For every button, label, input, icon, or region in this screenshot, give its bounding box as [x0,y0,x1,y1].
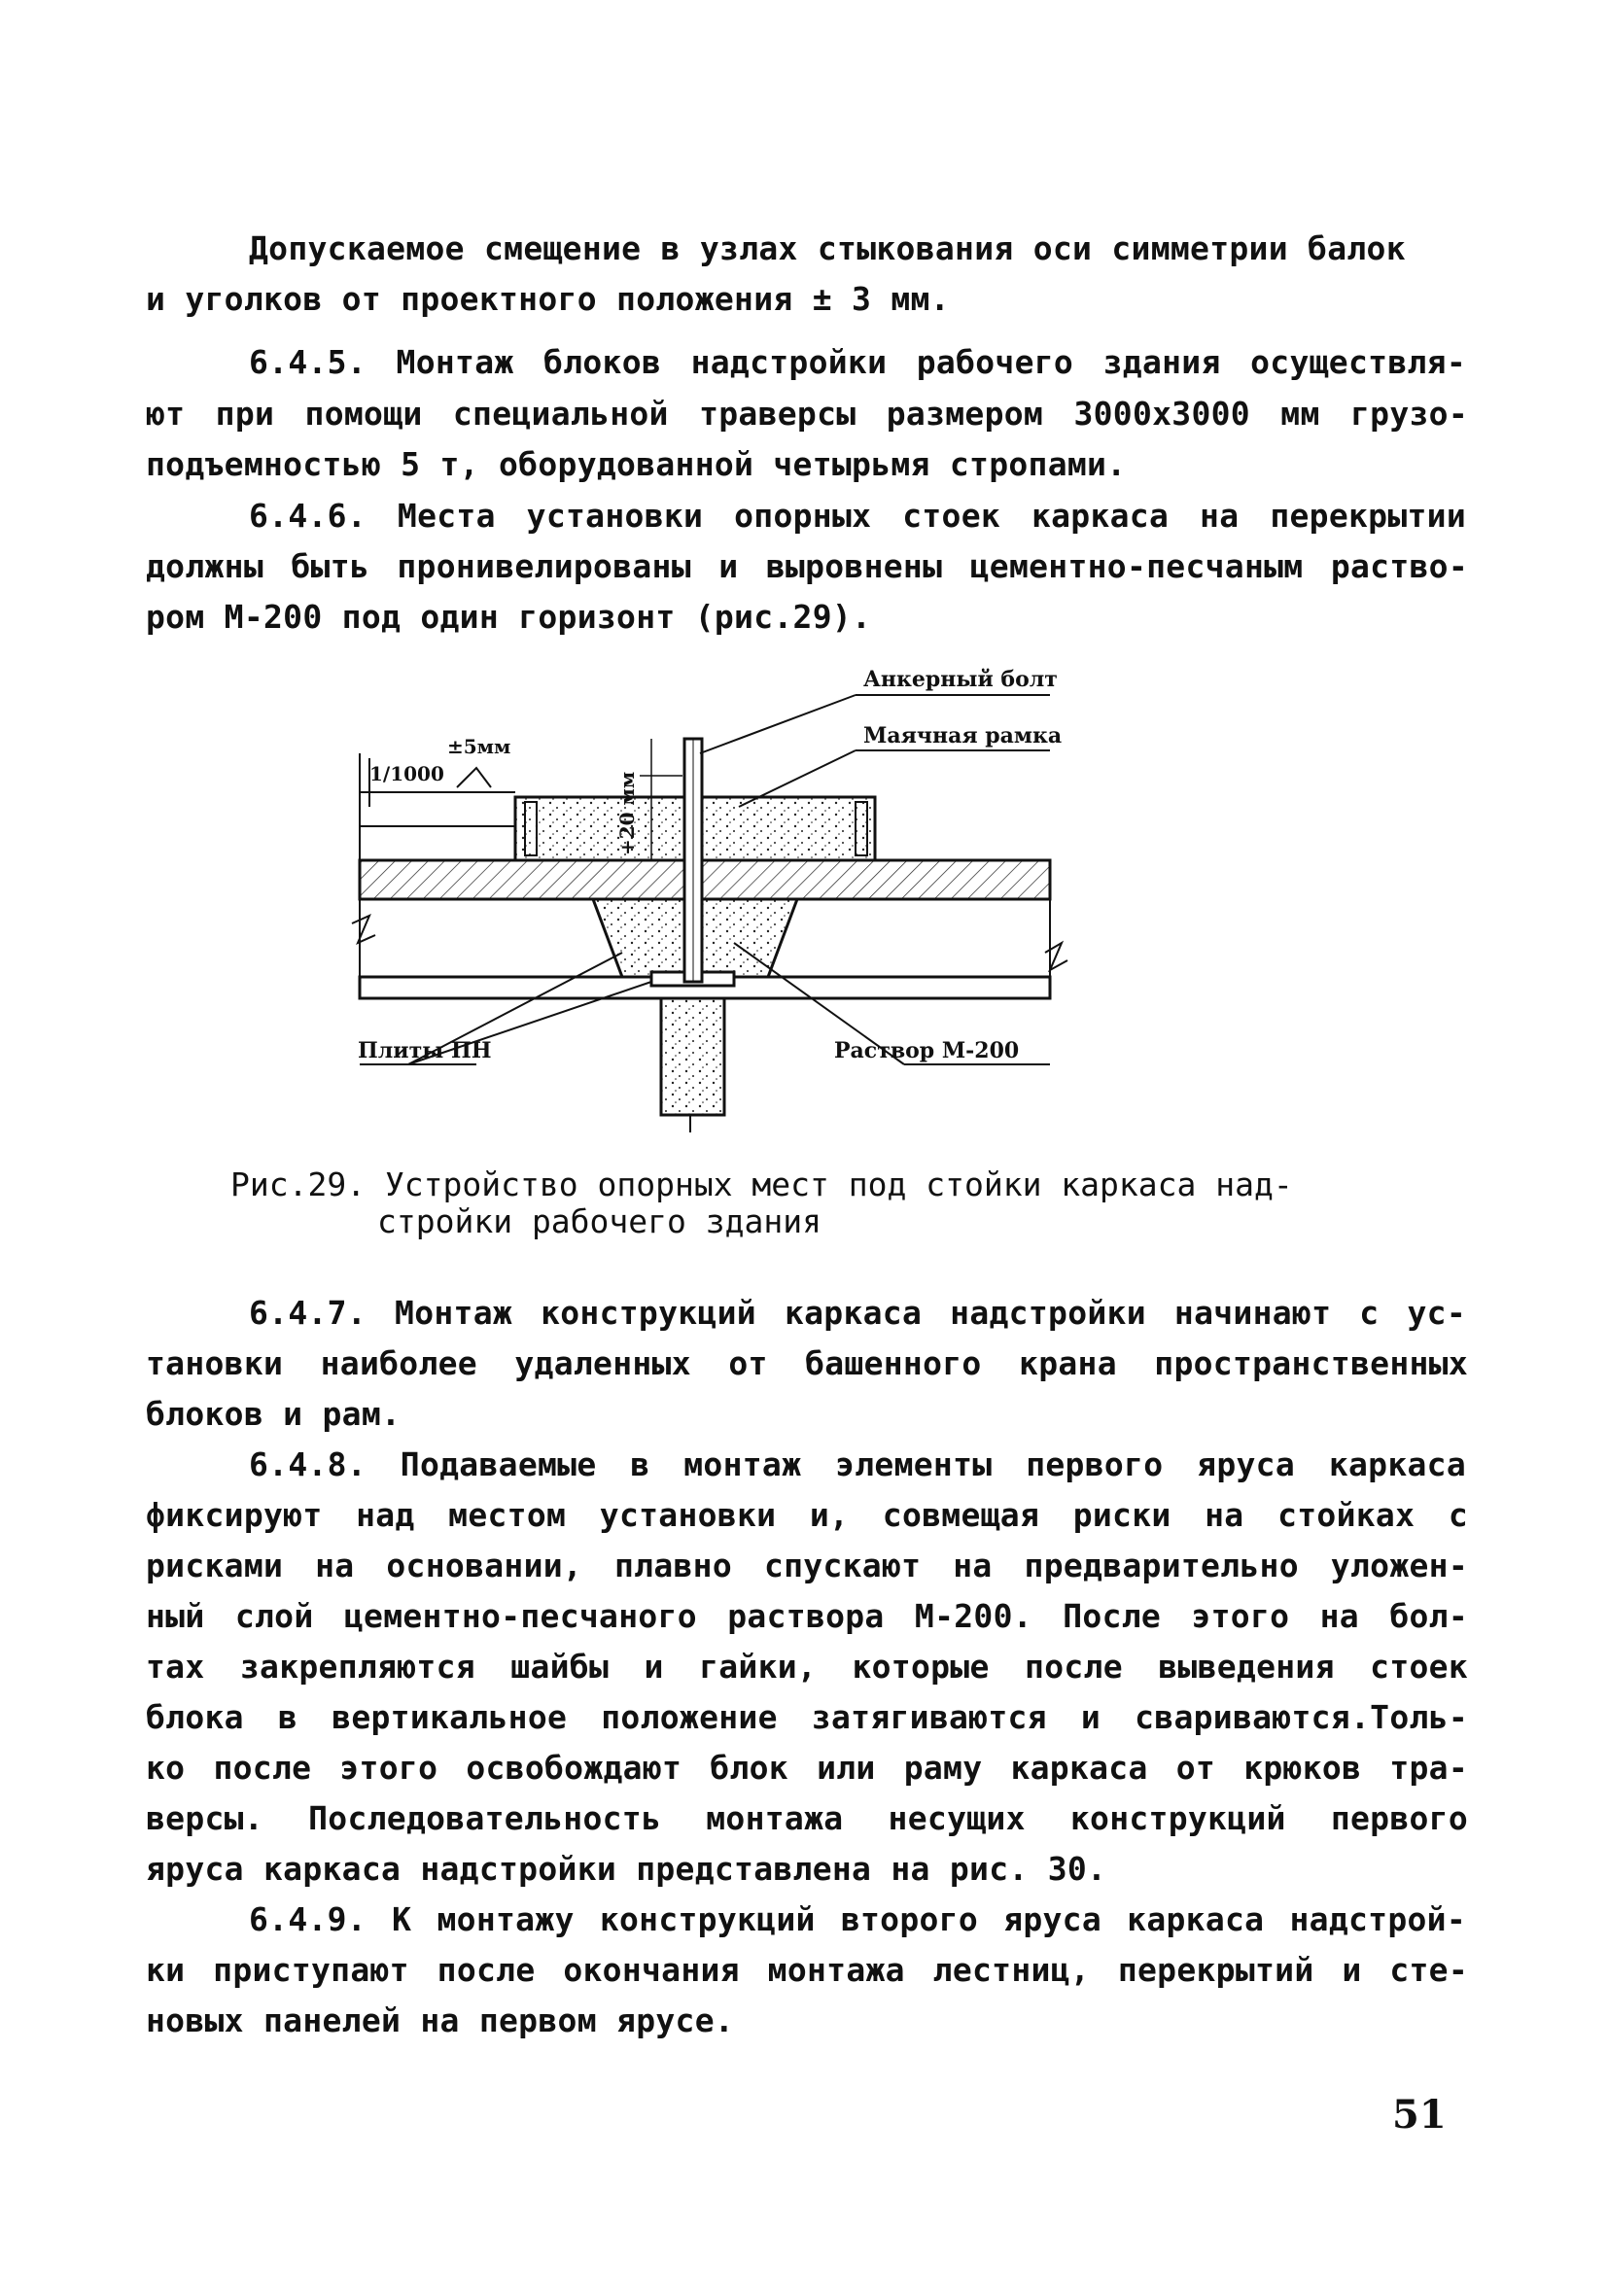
column [661,998,724,1115]
figure-caption: Рис.29. Устройство опорных мест под стойки каркаса над- [230,1165,1293,1203]
page-number: 51 [1392,2092,1447,2138]
text-line: Допускаемое смещение в узлах стыкования оси симметрии балок [249,229,1406,267]
text-line: 6.4.9. К монтажу конструкций второго яруса каркаса надстрой- [249,1900,1466,1938]
label-slope: 1/1000 [369,762,444,785]
label-slabs: Плиты ПН [358,1038,492,1063]
text-line: тах закрепляются шайбы и гайки, которые после выведения стоек [146,1648,1468,1686]
support-detail-drawing [331,661,1099,1137]
text-line: 6.4.5. Монтаж блоков надстройки рабочего здания осуществля- [249,343,1466,381]
text-line: ный слой цементно-песчаного раствора М-200. После этого на бол- [146,1597,1468,1635]
label-height: +20 мм [615,771,639,855]
text-line: ки приступают после окончания монтажа лестниц, перекрытий и сте- [146,1951,1468,1989]
text-line: ко после этого освобождают блок или раму каркаса от крюков тра- [146,1749,1468,1787]
slab-top-layer [360,860,1050,899]
text-line: рисками на основании, плавно спускают на предварительно уложен- [146,1547,1468,1584]
text-line: 6.4.7. Монтаж конструкций каркаса надстройки начинают с ус- [249,1294,1466,1332]
text-line: 6.4.8. Подаваемые в монтаж элементы первого яруса каркаса [249,1445,1466,1483]
text-line: версы. Последовательность монтажа несущих конструкций первого [146,1799,1468,1837]
text-line: должны быть пронивелированы и выровнены цементно-песчаным раство- [146,547,1468,585]
text-line: блока в вертикальное положение затягиваются и свариваются.Толь- [146,1698,1468,1736]
text-line: 6.4.6. Места установки опорных стоек каркаса на перекрытии [249,497,1466,535]
label-tolerance: ±5мм [447,735,511,758]
text-line: ром М-200 под один горизонт (рис.29). [146,598,872,636]
text-line: яруса каркаса надстройки представлена на рис. 30. [146,1850,1107,1888]
text-line: тановки наиболее удаленных от башенного крана пространственных [146,1344,1468,1382]
text-line: и уголков от проектного положения ± 3 мм. [146,280,950,318]
text-line: блоков и рам. [146,1395,402,1433]
text-line: ют при помощи специальной траверсы размером 3000х3000 мм грузо- [146,395,1468,433]
figure-caption: стройки рабочего здания [377,1202,821,1240]
label-mortar: Раствор М-200 [834,1038,1020,1063]
text-line: фиксируют над местом установки и, совмещая риски на стойках с [146,1496,1468,1534]
label-anchor-bolt: Анкерный болт [863,667,1058,692]
text-line: новых панелей на первом ярусе. [146,2001,735,2039]
text-line: подъемностью 5 т, оборудованной четырьмя стропами. [146,445,1127,483]
label-beacon-frame: Маячная рамка [863,723,1063,748]
